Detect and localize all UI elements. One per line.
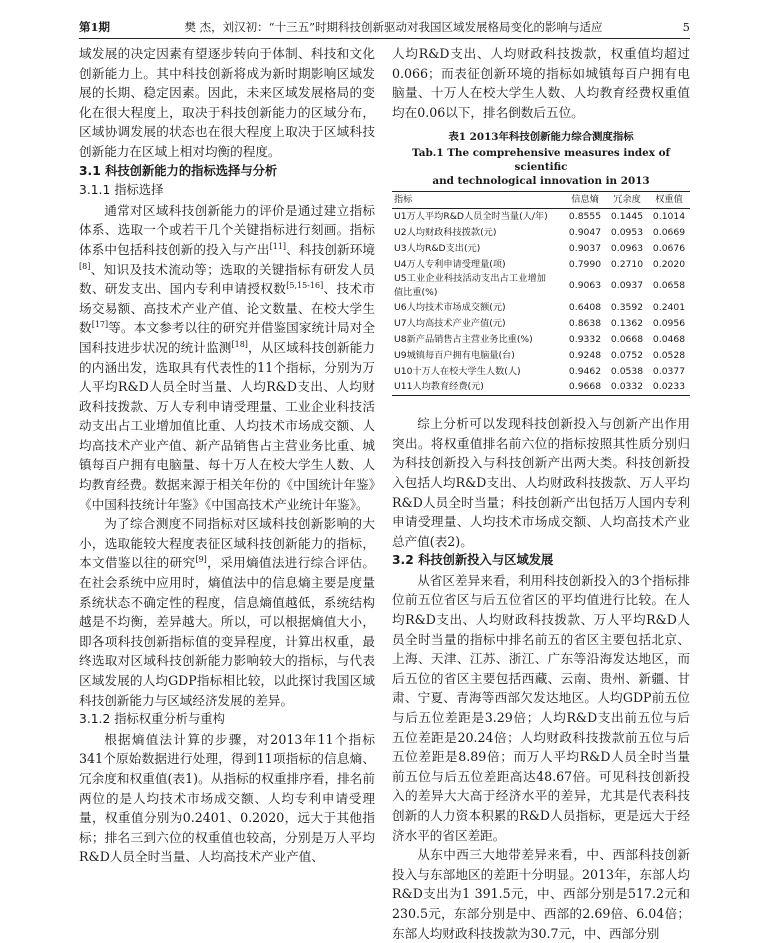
paragraph: 人均R&D支出、人均财政科技拨款，权重值均超过0.066；而表征创新环境的指标如城镇每百户拥有电脑量、十万人在校大学生人数、人均教育经费权重值均在0.06以下，排名倒数后五位。: [392, 46, 690, 120]
table-cell: 0.0377: [652, 365, 686, 377]
table-row: [392, 209, 690, 225]
column-header: 信息熵: [564, 192, 606, 209]
table-cell: 0.0937: [610, 280, 644, 292]
table-cell: U3人均R&D支出(元): [394, 242, 481, 254]
citation: [5,15-16]: [286, 280, 324, 290]
paragraph: [79, 201, 375, 515]
table-cell: U6人均技术市场成交额(元): [394, 302, 506, 314]
table-cell: 0.0332: [606, 379, 648, 395]
table-cell: 0.0956: [652, 318, 686, 330]
table-cell: 0.2710: [610, 258, 644, 270]
left-column: [79, 44, 375, 930]
table-cell: 0.9037: [568, 242, 602, 254]
table-cell: U8新产品销售占主营业务比重(%): [394, 333, 533, 345]
table-cell: 0.0668: [610, 333, 644, 345]
table-cell: 0.0752: [610, 349, 644, 361]
table-cell: 0.8638: [568, 318, 602, 330]
table-row: [392, 225, 690, 241]
table-row: [392, 257, 690, 273]
table-cell: 0.0963: [610, 242, 644, 254]
table-cell: U5工业企业科技活动支出占工业增加值比重(%): [394, 273, 546, 299]
paragraph-text: 为了综合测度不同指标对区域科技创新影响的大小，选取能较大程度表征区域科技创新能力的指标，本文借鉴以往的研究: [79, 516, 375, 571]
table-row: [392, 364, 690, 380]
paragraph: 域发展的决定因素有望逐步转向于体制、科技和文化创新能力上。其中科技创新将成为新时期影响区域发展的长期、稳定因素。因此，未来区域发展格局的变化在很大程度上，取决于科技创新能力的区域分布，区域协调发展的状态也在很大程度上取决于区域科技创新能力在区域上相对均衡的程度。: [79, 46, 375, 159]
citation: [17]: [91, 320, 109, 330]
table-cell: 0.0233: [648, 379, 690, 395]
table-cell: U4万人专利申请受理量(项): [394, 258, 506, 270]
table-row: [392, 241, 690, 257]
table-cell: 0.0676: [652, 242, 686, 254]
right-column: [392, 44, 690, 941]
table-cell: U1万人平均R&D人员全时当量(人/年): [394, 211, 548, 223]
paragraph: 综上分析可以发现科技创新投入与创新产出作用突出。将权重值排名前六位的指标按照其性质分别归为科技创新投入与科技创新产出两大类。科技创新投入包括人均R&D支出、人均财政科技拨款、万人平均R&D人员全时当量；科技创新产出包括万人国内专利申请受理量、人均技术市场成交额、人均高技术产业总产值(表2)。: [392, 416, 690, 549]
table-cell: 0.2020: [652, 258, 686, 270]
paragraph-text: 等。本文参考以往的研究并借鉴国家统计局对全国科技进步状况的统计监测: [79, 320, 376, 355]
citation: [9]: [195, 555, 207, 565]
table-cell: 0.0658: [652, 280, 686, 292]
table-row: [392, 348, 690, 364]
table-row: [392, 272, 690, 300]
paragraph: 从省区差异来看，利用科技创新投入的3个指标排位前五位省区与后五位省区的平均值进行比较。在人均R&D支出、人均财政科技拨款、万人平均R&D人员全时当量的指标中排名前五的省区主要包括北京、上海、天津、江苏、浙江、广东等沿海发达地区，而后五位的省区主要包括西藏、云南、贵州、新疆、甘肃、宁夏、青海等西部欠发达地区。人均GDP前五位与后五位差距是3.29倍；人均R&D支出前五位与后五位差距是20.24倍；人均财政科技拨款前五位与后五位差距是8.89倍；而万人平均R&D人员全时当量前五位与后五位差距高达48.67倍。可见科技创新投入的差异大大高于经济水平的差异，尤其是代表科技创新的人力资本积累的R&D人员指标，更是远大于经济水平的省区差距。: [392, 572, 690, 843]
table-cell: 0.3592: [610, 302, 644, 314]
citation: [11]: [269, 241, 287, 251]
table-header-row: [392, 192, 690, 209]
table-cell: 0.1014: [652, 211, 686, 223]
table-cell: 0.0669: [652, 226, 686, 238]
issue-label: 第1期: [79, 20, 111, 34]
table-cell: 0.0953: [610, 226, 644, 238]
table-cell: 0.8555: [568, 211, 602, 223]
table-row: [392, 379, 690, 395]
caption-line: Tab.1 The comprehensive measures index of scientific: [412, 147, 670, 174]
table-row: [392, 332, 690, 348]
running-title: 樊 杰，刘汉初：“十三五”时期科技创新驱动对我国区域发展格局变化的影响与适应: [184, 20, 603, 34]
table-cell: 0.1445: [610, 211, 644, 223]
table-row: [392, 300, 690, 316]
column-header: 冗余度: [606, 192, 648, 209]
paragraph: 根据熵值法计算的步骤，对2013年11个指标341个原始数据进行处理，得到11项指标的信息熵、冗余度和权重值(表1)。从指标的权重排序看，排名前两位的是人均技术市场成交额、人均专利申请受理量，权重值分别为0.2401、0.2020，远大于其他指标；排名三到六位的权重值也较高，分别是万人平均R&D人员全时当量、人均高技术产业产值、: [79, 731, 375, 865]
table-cell: 0.2401: [652, 302, 686, 314]
table-cell: 0.1362: [610, 318, 644, 330]
page-number: 5: [682, 20, 690, 34]
paragraph: [79, 514, 375, 710]
paragraph-text: ，从区域科技创新能力的内涵出发，选取具有代表性的11个指标，分别为万人平均R&D人员全时当量、人均R&D支出、人均财政科技拨款、万人专利申请受理量、工业企业科技活动支出占工业增加值比重、人均技术市场成交额、人均高技术产业产值、新产品销售占主营业务比重、城镇每百户拥有电脑量、每十万人在校大学生人数、人均教育经费。数据来源于相关年份的《中国统计年鉴》《中国科技统计年鉴》《中国高技术产业统计年鉴》。: [79, 339, 376, 512]
column-header: 指标: [392, 192, 564, 209]
paragraph-text: 、科技创新环境: [286, 241, 376, 257]
table-cell: 0.9047: [568, 226, 602, 238]
table-cell: 0.9332: [568, 333, 602, 345]
table-cell: 0.9248: [568, 349, 602, 361]
paragraph: 从东中西三大地带差异来看，中、西部科技创新投入与东部地区的差距十分明显。2013年，东部人均R&D支出为1 391.5元，中、西部分别是517.2元和230.5元，东部分别是中、西部的2.69倍、6.04倍；东部人均财政科技拨款为30.7元，中、西部分别: [392, 847, 690, 941]
citation: [18]: [231, 339, 248, 349]
table-cell: U11人均教育经费(元): [392, 379, 564, 395]
paragraph-text: ，采用熵值法进行综合评估。在社会系统中应用时，熵值法中的信息熵主要是度量系统状态不确定性的程度，信息熵值越低，系统结构越是不均衡，差异越大。所以，可以根据熵值大小，即各项科技创新指标值的变异程度，计算出权重，最终选取对区域科技创新能力影响较大的指标，与代表区域发展的人均GDP指标相比较，以此探讨我国区域科技创新能力与区域经济发展的差异。: [79, 555, 376, 708]
table-cell: 0.7990: [568, 258, 602, 270]
table-cell: U2人均财政科技拨款(元): [394, 226, 497, 238]
table-cell: 0.9462: [568, 365, 602, 377]
section-heading: 3.1 科技创新能力的指标选择与分析: [79, 163, 278, 178]
table-cell: 0.0468: [652, 333, 686, 345]
table-cell: 0.0538: [610, 365, 644, 377]
table-cell: U9城镇每百户拥有电脑量(台): [394, 349, 515, 361]
paragraph-text: 、知识及技术流动等；选取的关键指标有研发人员数、研发支出、国内专利申请授权数: [79, 261, 375, 297]
paragraph-text: 通常对区域科技创新能力的评价是通过建立指标体系、选取一个或若干几个关键指标进行刻画。指标体系中包括科技创新的投入与产出: [79, 202, 375, 257]
subsection-heading: 3.1.2 指标权重分析与重构: [79, 712, 225, 727]
citation: [8]: [79, 261, 91, 271]
paragraph-text: 、技术市场交易额、高技术产业产值、论文数量、在校大学生数: [79, 281, 375, 336]
table-cell: U10十万人在校大学生人数(人): [394, 365, 521, 377]
table-caption: 表1 2013年科技创新能力综合测度指标: [448, 131, 634, 144]
section-heading: 3.2 科技创新投入与区域发展: [392, 553, 554, 568]
index-table: [392, 191, 690, 396]
running-header: [79, 16, 690, 39]
table-cell: 0.6408: [568, 302, 602, 314]
table-caption-english: [392, 146, 690, 188]
column-header: 权重值: [648, 192, 690, 209]
table-cell: 0.9063: [568, 280, 602, 292]
table-row: [392, 316, 690, 332]
table-cell: 0.9668: [564, 379, 606, 395]
caption-line: and technological innovation in 2013: [432, 175, 650, 188]
table-cell: 0.0528: [652, 349, 686, 361]
subsection-heading: 3.1.1 指标选择: [79, 183, 164, 198]
table-cell: U7人均高技术产业产值(元): [394, 318, 506, 330]
